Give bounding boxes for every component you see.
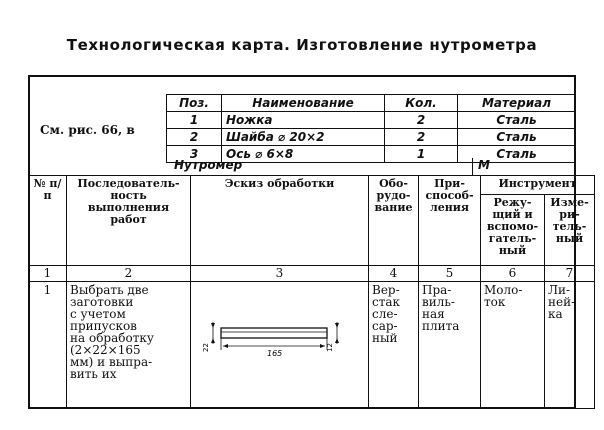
step-cutting-tool xyxy=(481,282,545,409)
header-instrument: Инструмент xyxy=(481,176,595,195)
processing-sketch xyxy=(191,282,369,409)
header-pos: Поз. xyxy=(167,95,222,112)
text-line: Ли- xyxy=(548,283,571,297)
part-pos: 3 xyxy=(167,146,222,163)
text-line: ная xyxy=(422,307,445,321)
assembly-divider xyxy=(472,158,473,175)
column-number-row xyxy=(29,266,595,282)
text-line: стак xyxy=(372,295,401,309)
part-material: Сталь xyxy=(458,146,576,163)
blank-sketch xyxy=(202,312,345,364)
column-number: 4 xyxy=(369,266,419,282)
text-line: вить их xyxy=(70,367,117,381)
header-sketch: Эскиз обработки xyxy=(191,176,369,266)
step-fixture xyxy=(419,282,481,409)
text-line: Пра- xyxy=(422,283,452,297)
process-table xyxy=(28,175,595,409)
part-material: Сталь xyxy=(458,112,576,129)
header-equipment: Обо-рудо-вание xyxy=(369,176,419,266)
text-line: сле- xyxy=(372,307,398,321)
part-name: Ось ⌀ 6×8 xyxy=(222,146,385,163)
assembly-row xyxy=(166,158,576,175)
part-name: Шайба ⌀ 20×2 xyxy=(222,129,385,146)
column-number: 5 xyxy=(419,266,481,282)
assembly-name: Нутромер xyxy=(174,158,243,172)
text-line: виль- xyxy=(422,295,455,309)
page-title: Технологическая карта. Изготовление нутрометра xyxy=(66,36,538,54)
assembly-material: М xyxy=(478,158,490,172)
process-header-row xyxy=(29,176,595,195)
parts-table xyxy=(166,94,576,163)
header-no: № п/п xyxy=(29,176,67,266)
text-line: заготовки xyxy=(70,295,134,309)
text-line: плита xyxy=(422,319,460,333)
header-sequence: Последователь-ность выполнения работ xyxy=(67,176,191,266)
part-qty: 1 xyxy=(385,146,458,163)
figure-reference: См. рис. 66, в xyxy=(40,123,135,137)
step-sequence xyxy=(67,282,191,409)
header-measuring: Изме-ри-тель-ный xyxy=(545,195,595,266)
text-line: мм) и выпра- xyxy=(70,355,153,369)
text-line: ток xyxy=(484,295,506,309)
column-number: 7 xyxy=(545,266,595,282)
part-pos: 2 xyxy=(167,129,222,146)
parts-header-row xyxy=(167,95,576,112)
text-line: Вер- xyxy=(372,283,400,297)
text-line: с учетом xyxy=(70,307,126,321)
step-number: 1 xyxy=(29,282,67,409)
column-number: 2 xyxy=(67,266,191,282)
text-line: Выбрать две xyxy=(70,283,149,297)
text-line: Моло- xyxy=(484,283,523,297)
header-name: Наименование xyxy=(222,95,385,112)
text-line: ный xyxy=(372,331,398,345)
part-qty: 2 xyxy=(385,112,458,129)
dim-length: 165 xyxy=(267,349,283,358)
text-line: ка xyxy=(548,307,563,321)
process-row xyxy=(29,282,595,409)
text-line: на обработку xyxy=(70,331,154,345)
column-number: 6 xyxy=(481,266,545,282)
part-material: Сталь xyxy=(458,129,576,146)
parts-row xyxy=(167,129,576,146)
text-line: припусков xyxy=(70,319,137,333)
header-material: Материал xyxy=(458,95,576,112)
part-qty: 2 xyxy=(385,129,458,146)
step-measuring-tool xyxy=(545,282,595,409)
header-qty: Кол. xyxy=(385,95,458,112)
column-number: 1 xyxy=(29,266,67,282)
part-pos: 1 xyxy=(167,112,222,129)
parts-row xyxy=(167,112,576,129)
header-fixture: При-способ-ления xyxy=(419,176,481,266)
step-equipment xyxy=(369,282,419,409)
column-number: 3 xyxy=(191,266,369,282)
dim-right: 12 xyxy=(326,343,334,352)
dim-left: 22 xyxy=(202,343,210,352)
header-cutting: Режу-щий и вспомо-гатель-ный xyxy=(481,195,545,266)
text-line: (2×22×165 xyxy=(70,343,141,357)
text-line: сар- xyxy=(372,319,398,333)
text-line: ней- xyxy=(548,295,576,309)
part-name: Ножка xyxy=(222,112,385,129)
